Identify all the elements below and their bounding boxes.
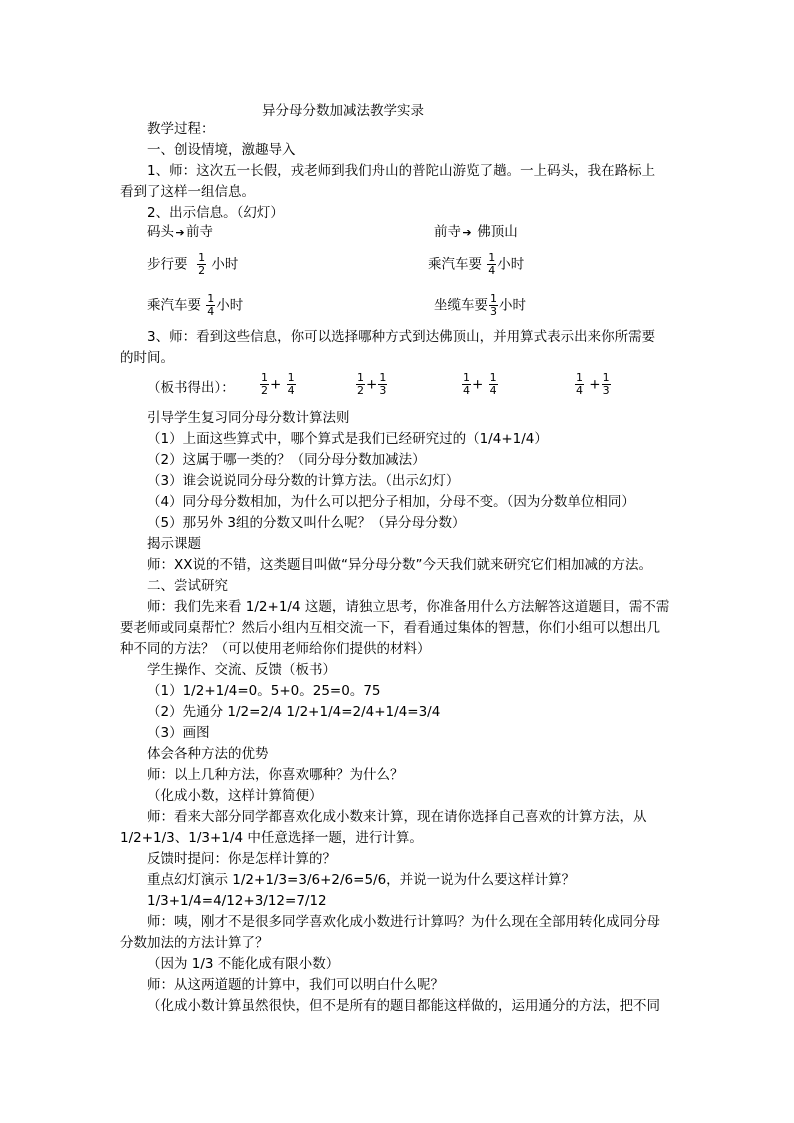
- fraction: $\frac{1}{4}$: [463, 371, 470, 397]
- text-line: 师：我们先来看 1/2+1/4 这题，请独立思考，你准备用什么方法解答这道题目，需不需: [147, 599, 670, 615]
- fraction: $\frac{1}{2}$: [198, 251, 206, 277]
- expression-3: [461, 372, 499, 397]
- section-heading: 二、尝试研究: [147, 578, 228, 594]
- text-line: 师：咦，刚才不是很多同学喜欢化成小数进行计算吗？为什么现在全部用转化成同分母: [147, 914, 660, 930]
- fraction: $\frac{1}{4}$: [287, 371, 295, 397]
- board-label: （板书得出）：: [147, 380, 235, 396]
- walk-label: 步行要: [147, 256, 188, 273]
- text-line: （3）画图: [147, 725, 210, 741]
- text-line: 种不同的方法？（可以使用老师给你们提供的材料）: [120, 641, 431, 657]
- bus-label: 乘汽车要: [428, 256, 482, 273]
- bus-unit: 小时: [216, 297, 244, 314]
- route-to: 佛顶山: [477, 224, 518, 240]
- text-line: 2、出示信息。（幻灯）: [147, 205, 284, 221]
- text-line: （1）1/2+1/4=0。5+0。25=0。75: [147, 683, 381, 699]
- fraction: $\frac{1}{3}$: [602, 371, 610, 397]
- route-info-right: [434, 222, 518, 243]
- text-line: 教学过程：: [147, 121, 215, 137]
- text-line: （2）先通分 1/2=2/4 1/2+1/4=2/4+1/4=3/4: [147, 704, 441, 720]
- fraction: $\frac{1}{3}$: [379, 371, 387, 397]
- text-line: （4）同分母分数相加，为什么可以把分子相加，分母不变。（因为分数单位相同）: [147, 494, 635, 510]
- cable-unit: 小时: [499, 297, 526, 314]
- fraction: $\frac{1}{4}$: [488, 251, 496, 277]
- text-line: 1/2+1/3、1/3+1/4 中任意选择一题，进行计算。: [120, 830, 423, 846]
- text-line: 3、师：看到这些信息，你可以选择哪种方式到达佛顶山，并用算式表示出来你所需要: [147, 329, 656, 345]
- arrow-right-icon: ➔: [175, 226, 185, 239]
- route-info-left: [147, 222, 213, 243]
- cable-time: [434, 293, 526, 318]
- text-line: 重点幻灯演示 1/2+1/3=3/6+2/6=5/6，并说一说为什么要这样计算？: [147, 872, 576, 888]
- fraction: $\frac{1}{4}$: [207, 292, 215, 318]
- text-line: （化成小数计算虽然很快，但不是所有的题目都能这样做的，运用通分的方法，把不同: [147, 998, 660, 1014]
- plus-sign: +: [366, 376, 378, 393]
- expression-4: [574, 372, 612, 397]
- expression-1: [259, 372, 297, 397]
- fraction: $\frac{1}{2}$: [357, 371, 364, 397]
- expression-2: [355, 372, 388, 397]
- plus-sign: +: [589, 376, 601, 393]
- text-line: （5）那另外 3组的分数又叫什么呢？（异分母分数）: [147, 515, 466, 531]
- document-title: 异分母分数加减法教学实录: [262, 103, 424, 119]
- fraction: $\frac{1}{3}$: [490, 292, 497, 318]
- text-line: （3）谁会说说同分母分数的计算方法。（出示幻灯）: [147, 473, 460, 489]
- text-line: 师：XX说的不错，这类题目叫做“异分母分数”今天我们就来研究它们相加减的方法。: [147, 557, 652, 573]
- text-line: 的时间。: [120, 350, 174, 366]
- bus-time-1: [428, 252, 524, 277]
- text-line: （因为 1/3 不能化成有限小数）: [147, 956, 340, 972]
- text-line: 师：以上几种方法，你喜欢哪种？为什么？: [147, 767, 404, 783]
- text-line: 引导学生复习同分母分数计算法则: [147, 410, 350, 426]
- bus-label: 乘汽车要: [147, 297, 201, 314]
- section-heading: 一、创设情境，激趣导入: [147, 142, 296, 158]
- fraction: $\frac{1}{4}$: [576, 371, 583, 397]
- text-line: 分数加法的方法计算了？: [120, 935, 269, 951]
- route-from: 前寺: [434, 224, 461, 240]
- bus-unit: 小时: [497, 256, 525, 273]
- plus-sign: +: [270, 376, 282, 393]
- walk-time: [147, 252, 238, 277]
- text-line: （化成小数，这样计算简便）: [147, 788, 323, 804]
- route-from: 码头: [147, 224, 174, 240]
- text-line: 师：看来大部分同学都喜欢化成小数来计算，现在请你选择自己喜欢的计算方法，从: [147, 809, 647, 825]
- fraction: $\frac{1}{4}$: [489, 371, 497, 397]
- text-line: 学生操作、交流、反馈（板书）: [147, 662, 336, 678]
- plus-sign: +: [472, 376, 484, 393]
- text-line: 揭示课题: [147, 536, 201, 552]
- bus-time-2: [147, 293, 243, 318]
- text-line: 体会各种方法的优势: [147, 746, 269, 762]
- route-to: 前寺: [186, 224, 213, 240]
- text-line: 要老师或同桌帮忙？然后小组内互相交流一下，看看通过集体的智慧，你们小组可以想出几: [120, 620, 660, 636]
- fraction: $\frac{1}{2}$: [261, 371, 268, 397]
- cable-label: 坐缆车要: [434, 297, 488, 314]
- text-line: （2）这属于哪一类的？（同分母分数加减法）: [147, 452, 426, 468]
- text-line: 1/3+1/4=4/12+3/12=7/12: [147, 893, 327, 909]
- walk-unit: 小时: [211, 256, 239, 273]
- text-line: 1、师：这次五一长假，戎老师到我们舟山的普陀山游览了趟。一上码头，我在路标上: [147, 163, 656, 179]
- text-line: 看到了这样一组信息。: [120, 184, 255, 200]
- arrow-right-icon: ➔: [462, 226, 472, 239]
- text-line: （1）上面这些算式中，哪个算式是我们已经研究过的（1/4+1/4）: [147, 431, 548, 447]
- text-line: 反馈时提问：你是怎样计算的？: [147, 851, 336, 867]
- text-line: 师：从这两道题的计算中，我们可以明白什么呢？: [147, 977, 444, 993]
